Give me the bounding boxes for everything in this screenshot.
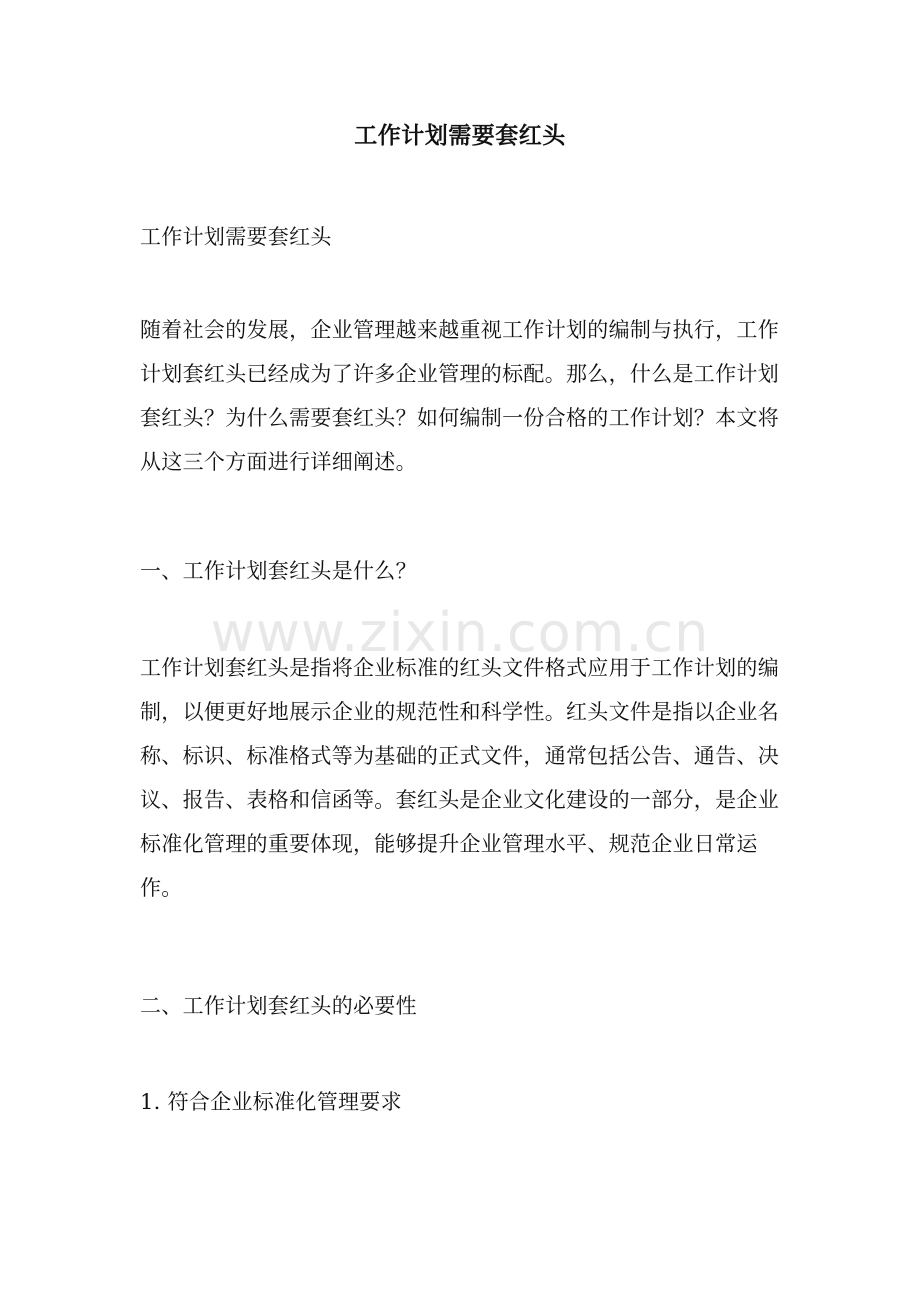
document-title: 工作计划需要套红头 xyxy=(354,122,566,149)
section-1-heading: 一、工作计划套红头是什么？ xyxy=(140,559,417,583)
watermark: www.zixin.com.cn xyxy=(210,601,710,664)
intro-paragraph: 随着社会的发展，企业管理越来越重视工作计划的编制与执行，工作计划套红头已经成为了许多企业管理的标配。那么，什么是工作计划套红头？为什么需要套红头？如何编制一份合格的工作计划？本文将从这三个方面进行详细阐述。 xyxy=(140,318,779,474)
section-1-paragraph: 工作计划套红头是指将企业标准的红头文件格式应用于工作计划的编制，以便更好地展示企业的规范性和科学性。红头文件是指以企业名称、标识、标准格式等为基础的正式文件，通常包括公告、通告、决议、报告、表格和信函等。套红头是企业文化建设的一部分，是企业标准化管理的重要体现，能够提升企业管理水平、规范企业日常运作。 xyxy=(140,656,779,900)
document-subtitle: 工作计划需要套红头 xyxy=(140,225,332,249)
section-2-item-1: 1. 符合企业标准化管理要求 xyxy=(140,1090,402,1114)
section-2-heading: 二、工作计划套红头的必要性 xyxy=(140,994,417,1018)
